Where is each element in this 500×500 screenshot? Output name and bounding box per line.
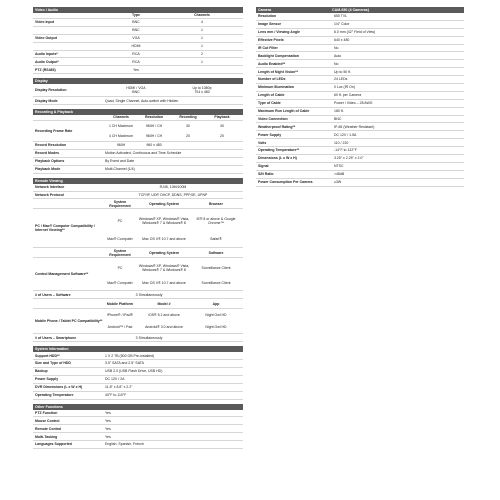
display-resolution-row: Display Resolution HDMI / VGA Up to 1080p BNC 704 x 480: [33, 84, 243, 97]
cam-row: Length of Night Vision** Up to 50 ft.: [256, 68, 464, 76]
cam-row: Video Connection BNC: [256, 116, 464, 124]
cam-row: IR Cut Filter No: [256, 45, 464, 53]
section-header-display: Display: [33, 78, 243, 84]
cam-row: Audio Enabled** No: [256, 60, 464, 68]
col-channels: Channels: [194, 13, 210, 18]
display-mode-row: Display Mode Quad, Single Channel, Auto-switch with Hidden: [33, 97, 243, 105]
support-hdd-row: Support HDD** 1 X 2 TB (500 GB Pre-installed): [33, 352, 243, 360]
operating-temperature-row: Operating Temperature 40°F to 110°F: [33, 392, 243, 400]
network-protocol-row: Network Protocol TCP/IP, UDP, DHCP, DDNS, PPPOE, UPNP: [33, 192, 243, 200]
audio-output-row: Audio Output* RCA 1: [33, 58, 243, 66]
power-supply-row: Power Supply DC 12V / 2A: [33, 376, 243, 384]
camera-header-label: Camera: [258, 8, 272, 12]
cam-row: Power Supply DC 12V / 1.5A: [256, 131, 464, 139]
control-management-row: Control Management Software** PC Windows® XP, Windows® Vista, Windows® 7 & Windows® 8 Surveillance Client Mac® Computer Mac OS X® 10.7 and above Surveillance Client: [33, 258, 243, 291]
video-input-row: Video Input BNC 4: [33, 19, 243, 27]
ptz-function-row: PTZ Function Yes: [33, 410, 243, 418]
cam-row: Effective Pixels 640 x 480: [256, 37, 464, 45]
playback-options-row: Playback Options By Event and Date: [33, 158, 243, 166]
camera-model-title: CAM-650 (4 Cameras): [332, 8, 369, 12]
cam-row: Volts 110 / 220: [256, 139, 464, 147]
cam-row: Type of Cable Power / Video – 28 AWG: [256, 100, 464, 108]
cam-row: Minimum Illumination 0 Lux (IR On): [256, 84, 464, 92]
cam-row: Number of LEDs 24 LEDs: [256, 76, 464, 84]
hdd-size-type-row: Size and Type of HDD 3.5" SATA and 2.5" SATA: [33, 360, 243, 368]
cms-column-headers: System Requirement Operating System Software: [33, 248, 243, 258]
right-spec-column: [256, 7, 464, 187]
users-software-row: # of Users – Software 3 Simultaneously: [33, 291, 243, 299]
cam-row: Signal NTSC: [256, 163, 464, 171]
remote-control-row: Remote Control Yes: [33, 425, 243, 433]
cam-row: Power Consumption Per Camera ≤3W: [256, 179, 464, 187]
audio-inputs-row: Audio Inputs* RCA 2: [33, 51, 243, 59]
cam-row: S/N Ratio >48dB: [256, 171, 464, 179]
record-resolution-row: Record Resolution 960H 960 x 480: [33, 142, 243, 150]
network-interface-row: Network Interface RJ45, 10M/100M: [33, 184, 243, 192]
col-type: Type: [132, 13, 140, 18]
mobile-column-headers: Mobile Platform Model # App: [33, 299, 243, 309]
section-header-remote-viewing: Remote Viewing: [33, 178, 243, 184]
mobile-compatibility-row: Mobile Phone / Tablet PC Compatibility** iPhone® / iPad® iOS® 5.1 and above Night Owl HD Android™ / Pad Android® 3.0 and above Night Owl HD: [33, 309, 243, 334]
section-header-video-audio: Video / Audio: [33, 7, 243, 13]
cam-row: Resolution 650 TVL: [256, 13, 464, 21]
users-smartphone-row: # of Users – Smartphone 3 Simultaneously: [33, 334, 243, 342]
left-spec-column: [33, 7, 243, 449]
section-header-recording-playback: Recording & Playback: [33, 109, 243, 115]
ptz-row: PTZ (RS485) Yes: [33, 66, 243, 74]
pc-compatibility-row: PC / Mac® Computer Compatibility / Internet Viewing** PC Windows® XP, Windows® Vista, Windows® 7 & Windows® 8 IE® 8 or above & Google Chrome™ Mac® Computer Mac OS X® 10.7 and above Safari®: [33, 209, 243, 248]
cam-row: Image Sensor 1/4" Color: [256, 21, 464, 29]
cam-row: Length of Cable 60 ft. per Camera: [256, 92, 464, 100]
section-header-system-information: System Information: [33, 346, 243, 352]
backup-row: Backup USB 2.0 (USB Flash Drive, USB HD): [33, 368, 243, 376]
dvr-dimensions-row: DVR Dimensions (L x W x H) 11.8" x 8.8" x 2.2": [33, 384, 243, 392]
mouse-control-row: Mouse Control Yes: [33, 417, 243, 425]
cam-row: Lens mm / Viewing Angle 6.0 mm (42° Field of View): [256, 29, 464, 37]
video-input-row-2: BNC 1: [33, 27, 243, 35]
record-modes-row: Record Modes Motion Activated, Continuous and Time Schedule: [33, 150, 243, 158]
cam-row: Operating Temperature** -14°F to 122°F: [256, 147, 464, 155]
recording-column-headers: Channels Resolution Recording Playback: [33, 115, 243, 121]
cam-row: Dimensions (L x W x H) 3.25" x 2.25" x 2.0": [256, 155, 464, 163]
cam-row: Weatherproof Rating** IP-65 (Weather Resistant): [256, 123, 464, 131]
section-header-other-functions: Other Functions: [33, 404, 243, 410]
recording-frame-rate-row: Recording Frame Rate 1 CH Maximum 960H / CH 30 30 4 CH Maximum 960H / CH 20 20: [33, 121, 243, 142]
video-output-row-2: HDMI 1: [33, 43, 243, 51]
cam-row: Backlight Compensation Auto: [256, 52, 464, 60]
cam-row: Maximum Run Length of Cable 180 ft.: [256, 108, 464, 116]
video-output-row: Video Output VGA 1: [33, 35, 243, 43]
multi-tasking-row: Multi-Tasking Yes: [33, 433, 243, 441]
pc-column-headers: System Requirement Operating System Browser: [33, 199, 243, 209]
languages-row: Languages Supported English, Spanish, French: [33, 441, 243, 449]
playback-mode-row: Playback Mode Multi-Channel (1/4): [33, 166, 243, 174]
